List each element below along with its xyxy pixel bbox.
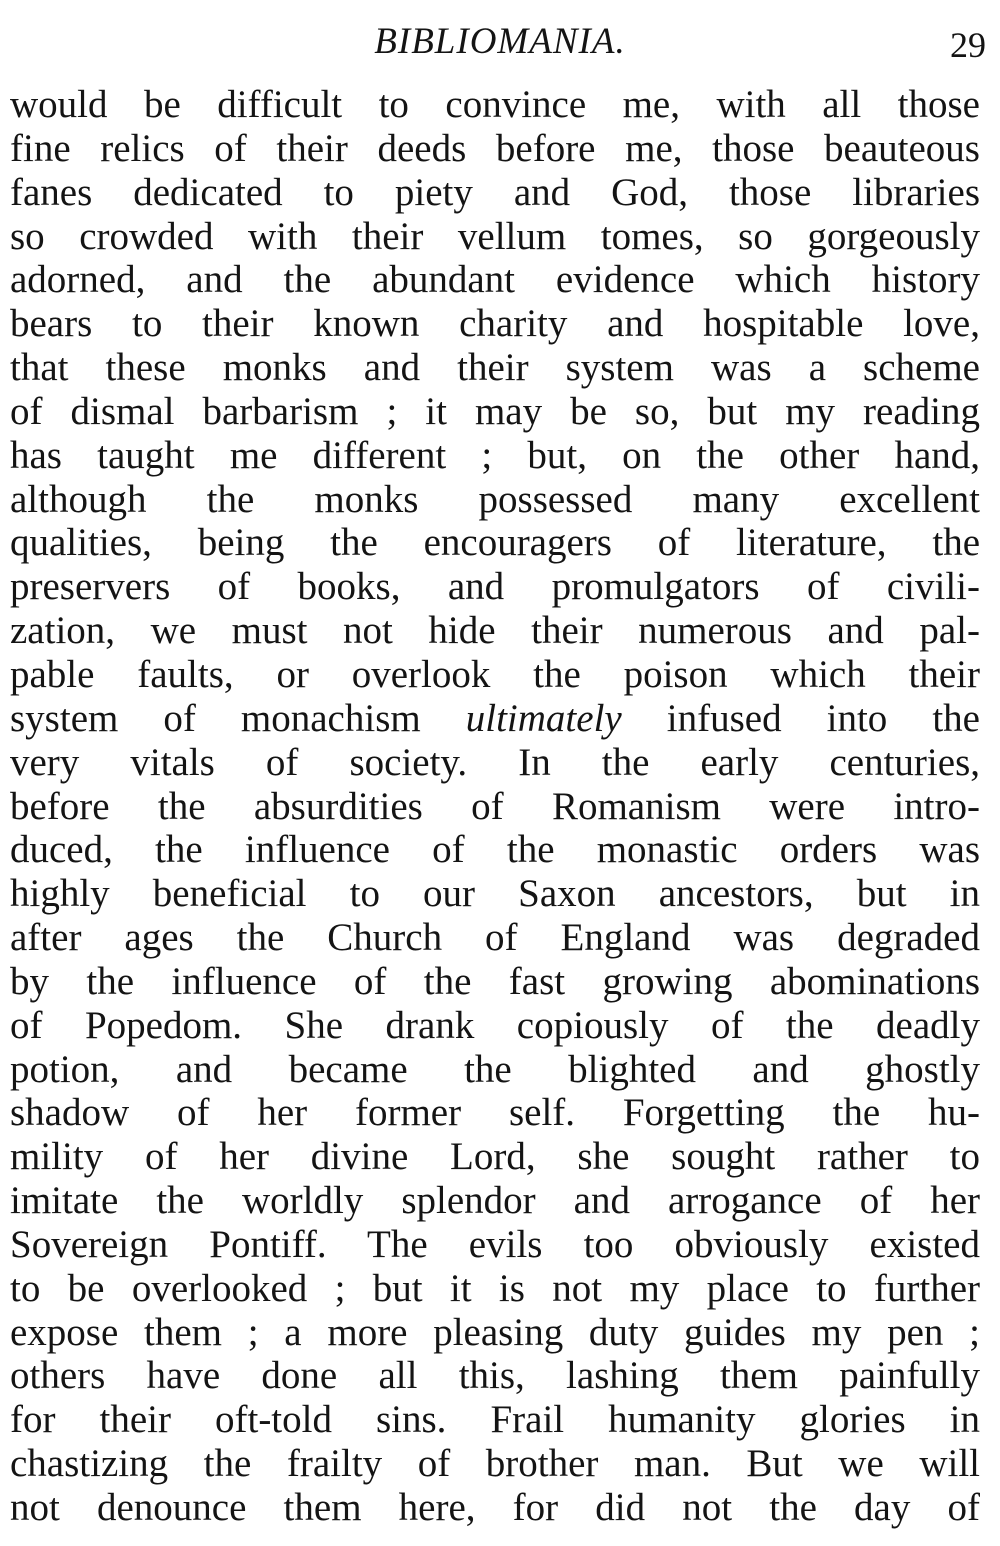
- text-line: so crowded with their vellum tomes, so gorgeously: [10, 214, 980, 258]
- text-segment: system of monachism: [10, 696, 466, 740]
- text-line: by the influence of the fast growing abominations: [10, 959, 980, 1003]
- text-line: of dismal barbarism ; it may be so, but my reading: [10, 389, 980, 433]
- text-line: duced, the influence of the monastic orders was: [10, 828, 980, 872]
- text-line: mility of her divine Lord, she sought rather to: [10, 1135, 980, 1179]
- text-line: before the absurdities of Romanism were intro-: [10, 784, 980, 828]
- text-line: Sovereign Pontiff. The evils too obviously existed: [10, 1222, 980, 1266]
- text-line: chastizing the frailty of brother man. But we will: [10, 1442, 980, 1486]
- text-line: very vitals of society. In the early centuries,: [10, 740, 980, 784]
- running-head: [0, 16, 1000, 66]
- text-line: not denounce them here, for did not the day of: [10, 1486, 980, 1529]
- text-line: zation, we must not hide their numerous and pal-: [10, 609, 980, 653]
- text-line: bears to their known charity and hospitable love,: [10, 302, 980, 346]
- text-segment: infused into the: [621, 696, 980, 740]
- text-line: highly beneficial to our Saxon ancestors, but in: [10, 872, 980, 916]
- text-line: fanes dedicated to piety and God, those libraries: [10, 170, 980, 214]
- page-number: 29: [950, 25, 986, 65]
- text-line: imitate the worldly splendor and arrogance of her: [10, 1179, 980, 1223]
- text-line: pable faults, or overlook the poison which their: [10, 652, 980, 696]
- text-line: has taught me different ; but, on the other hand,: [10, 433, 980, 477]
- text-line: others have done all this, lashing them painfully: [10, 1354, 980, 1398]
- running-head-title: BIBLIOMANIA.: [374, 21, 626, 62]
- text-line: qualities, being the encouragers of literature, the: [10, 521, 980, 565]
- emphasized-word: ultimately: [465, 696, 622, 740]
- text-line: shadow of her former self. Forgetting the hu-: [10, 1091, 980, 1135]
- text-line: potion, and became the blighted and ghostly: [10, 1047, 980, 1091]
- text-line: that these monks and their system was a scheme: [10, 346, 980, 390]
- text-line: fine relics of their deeds before me, those beauteous: [10, 126, 980, 170]
- body-text: [10, 83, 980, 1530]
- text-line: of Popedom. She drank copiously of the deadly: [10, 1003, 980, 1047]
- text-line: although the monks possessed many excellent: [10, 477, 980, 521]
- text-line: expose them ; a more pleasing duty guides my pen ;: [10, 1310, 980, 1354]
- text-line: after ages the Church of England was degraded: [10, 916, 980, 960]
- text-line-with-emphasis: [10, 697, 980, 741]
- text-line: preservers of books, and promulgators of civili-: [10, 565, 980, 609]
- text-line: for their oft-told sins. Frail humanity glories in: [10, 1398, 980, 1442]
- text-line: would be difficult to convince me, with all those: [10, 83, 980, 126]
- text-line: to be overlooked ; but it is not my place to further: [10, 1266, 980, 1310]
- text-line: adorned, and the abundant evidence which history: [10, 258, 980, 302]
